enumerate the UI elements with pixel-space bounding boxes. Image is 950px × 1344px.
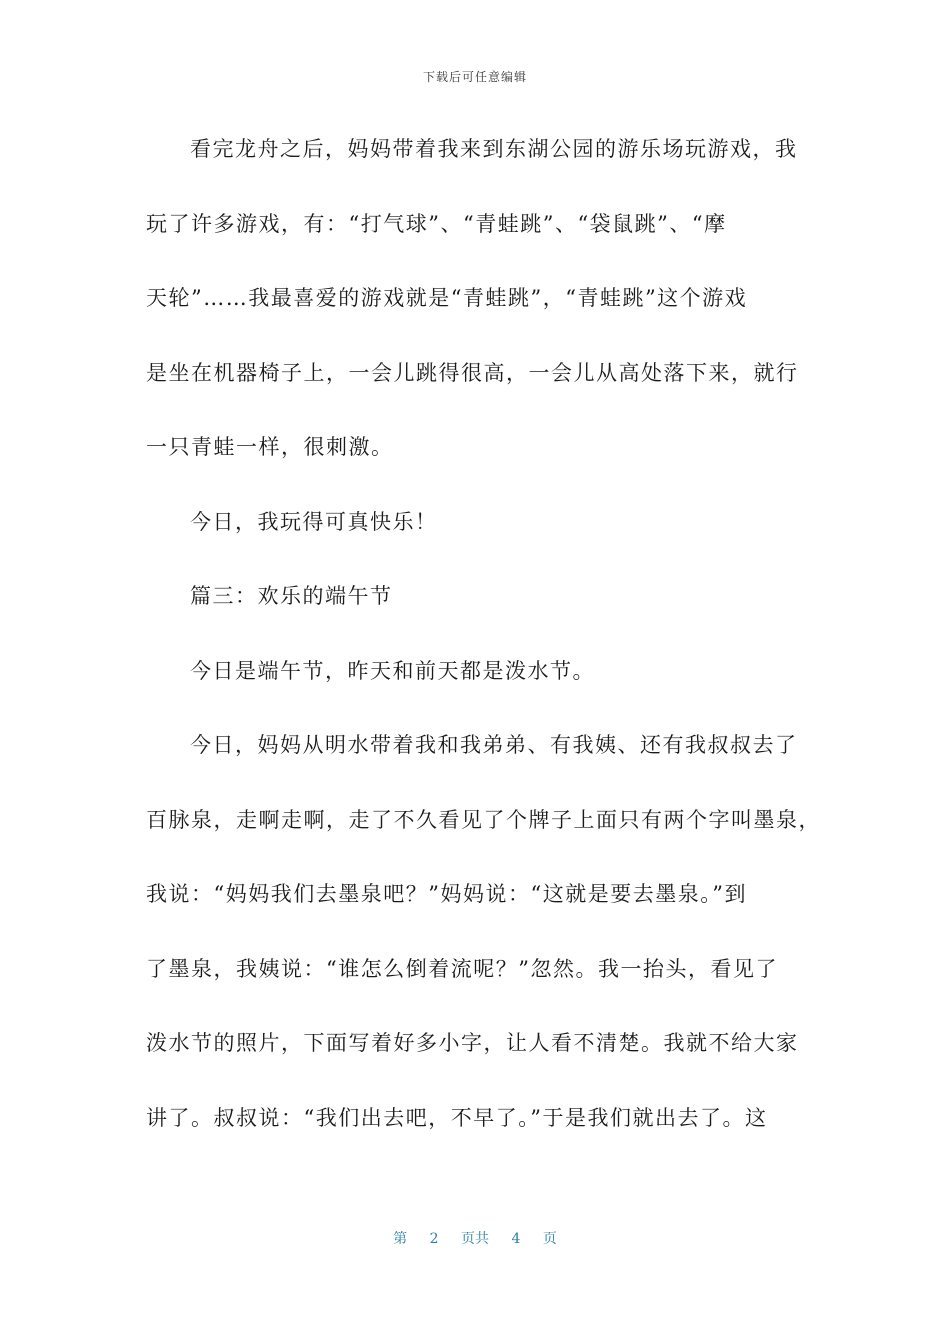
footer-label-ye-gong: 页共 <box>461 1231 489 1247</box>
footer-total-pages: 4 <box>511 1231 521 1247</box>
footer-label-ye: 页 <box>542 1231 557 1247</box>
body-line: 讲了。叔叔说：“我们出去吧，不早了。”于是我们就出去了。这 <box>146 1105 768 1130</box>
footer-current-page: 2 <box>429 1231 439 1247</box>
body-line: 是坐在机器椅子上，一会儿跳得很高，一会儿从高处落下来，就行 <box>146 360 799 385</box>
body-line: 看完龙舟之后，妈妈带着我来到东湖公园的游乐场玩游戏，我 <box>190 137 798 161</box>
body-line: 今日，妈妈从明水带着我和我弟弟、有我姨、还有我叔叔去了 <box>190 733 798 757</box>
body-line: 百脉泉，走啊走啊，走了不久看见了个牌子上面只有两个字叫墨泉， <box>146 807 821 832</box>
footer-label-di: 第 <box>393 1231 408 1247</box>
body-line: 泼水节的照片，下面写着好多小字，让人看不清楚。我就不给大家 <box>146 1031 799 1055</box>
page-footer <box>0 1228 950 1248</box>
body-line: 我说：“妈妈我们去墨泉吧？”妈妈说：“这就是要去墨泉。”到 <box>146 882 747 906</box>
document-body <box>146 112 821 1155</box>
body-line: 今日，我玩得可真快乐！ <box>190 509 438 534</box>
body-line: 今日是端午节，昨天和前天都是泼水节。 <box>190 658 595 683</box>
body-line: 天轮”……我最喜爱的游戏就是“青蛙跳”，“青蛙跳”这个游戏 <box>146 286 748 310</box>
body-line: 一只青蛙一样，很刺激。 <box>146 435 394 459</box>
body-line: 了墨泉，我姨说：“谁怎么倒着流呢？”忽然。我一抬头，看见了 <box>146 956 778 981</box>
section-heading: 篇三：欢乐的端午节 <box>190 584 393 608</box>
body-line: 玩了许多游戏，有：“打气球”、“青蛙跳”、“袋鼠跳”、“摩 <box>146 211 727 236</box>
page-header-note: 下载后可任意编辑 <box>422 70 527 84</box>
